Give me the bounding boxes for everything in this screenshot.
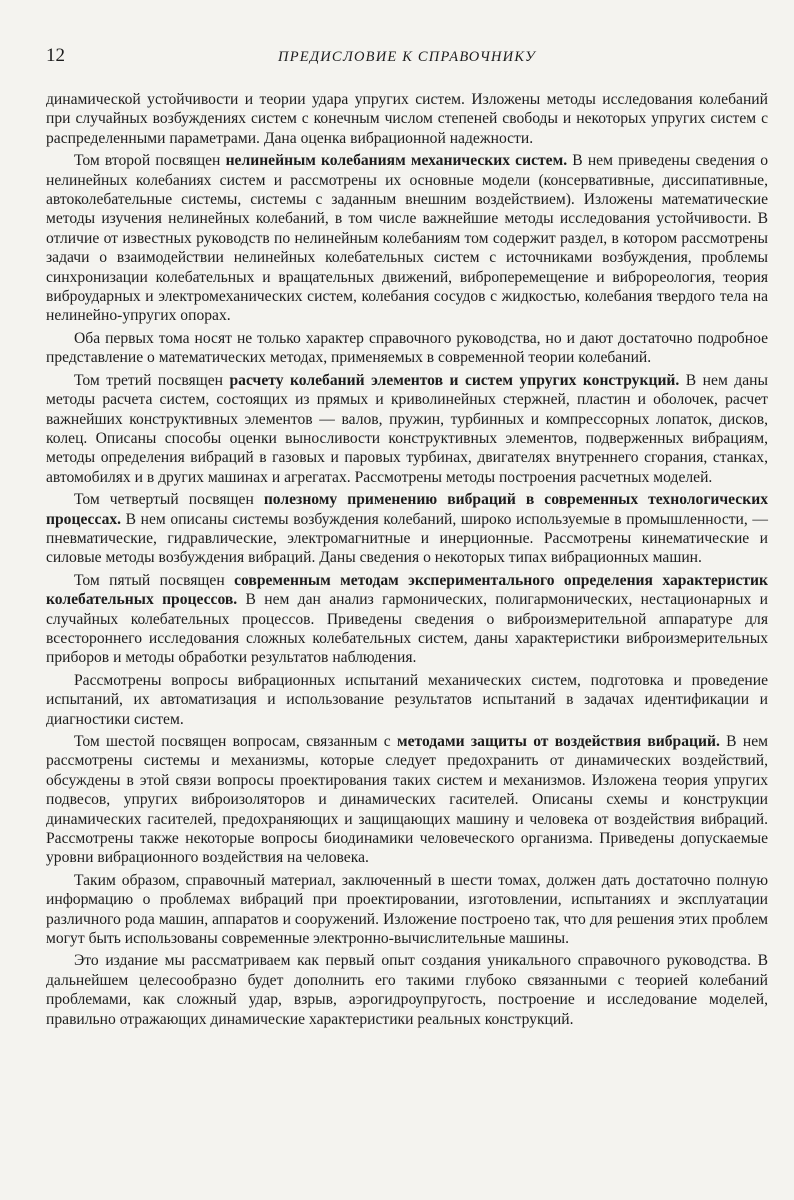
running-title: ПРЕДИСЛОВИЕ К СПРАВОЧНИКУ <box>278 49 536 65</box>
volume-six-topic: методами защиты от воздействия вибраций. <box>396 733 720 750</box>
paragraph-first-volumes-summary: Оба первых тома носят не только характер справочного руководства, но и дают достаточно подробное представление о математических методах, применяемых в современной теории колебаний. <box>46 329 768 367</box>
paragraph-volume-two: Том второй посвящен нелинейным колебаниям механических систем. В нем приведены сведения о нелинейных колебаниях систем и рассмотрены их основные модели (консервативные, диссипативные, автоколебательные системы, системы с заданным внешним воздействием). Изложены математические методы изучения нелинейных колебаний, в том числе важнейшие методы исследования устойчивости. В отличие от известных руководств по нелинейным колебаниям том содержит раздел, в котором рассмотрены задачи о взаимодействии нелинейных колебательных систем с источниками возбуждения, проблемы синхронизации колебательных и вращательных движений, виброперемещение и виброреология, теория виброударных и электромеханических систем, колебания сосудов с жидкостью, колебания твердого тела на нелинейно-упругих опорах. <box>46 152 768 325</box>
paragraph-volume-four: Том четвертый посвящен полезному применению вибраций в современных технологических процессах. В нем описаны системы возбуждения колебаний, широко используемые в промышленности, — пневматические, гидравлические, электромагнитные и инерционные. Рассмотрены кинематические и силовые методы возбуждения вибраций. Даны сведения о некоторых типах вибрационных машин. <box>46 491 768 567</box>
body-text <box>46 90 768 1032</box>
paragraph-volume-six: Том шестой посвящен вопросам, связанным с методами защиты от воздействия вибраций. В нем рассмотрены системы и механизмы, которые следует предохранить от динамических воздействий, обсуждены в этой связи вопросы проектирования таких систем и механизмов. Изложена теория упругих подвесов, упругих виброизоляторов и динамических гасителей. Описаны схемы и конструкции динамических гасителей, предохраняющих и защищающих машину и человека от воздействия вибраций. Рассмотрены также некоторые вопросы биодинамики человеческого организма. Приведены допускаемые уровни вибрационного воздействия на человека. <box>46 733 768 867</box>
paragraph-volume-five: Том пятый посвящен современным методам экспериментального определения характеристик колебательных процессов. В нем дан анализ гармонических, полигармонических, нестационарных и случайных колебательных процессов. Приведены сведения о виброизмерительной аппаратуре для всестороннего исследования сложных колебательных систем, даны характеристики виброизмерительных приборов и методы обработки результатов наблюдения. <box>46 571 768 667</box>
book-page <box>46 0 768 1200</box>
volume-four-topic: полезному применению вибраций в современных технологических процессах. <box>46 491 768 528</box>
volume-five-topic: современным методам экспериментального определения характеристик колебательных процессов. <box>46 571 768 609</box>
paragraph-six-volumes-summary: Таким образом, справочный материал, заключенный в шести томах, должен дать достаточно полную информацию о проблемах вибраций при проектировании, изготовлении, испытаниях и эксплуатации различного рода машин, аппаратов и сооружений. Изложение построено так, что для решения этих проблем могут быть использованы современные электронно-вычислительные машины. <box>46 871 768 948</box>
paragraph-volume-one-continuation: динамической устойчивости и теории удара упругих систем. Изложены методы исследования колебаний при случайных возбуждениях систем с конечным числом степеней свободы и некоторых упругих систем с распределенными параметрами. Дана оценка вибрационной надежности. <box>46 91 768 147</box>
volume-two-topic: нелинейным колебаниям механических систем. <box>225 152 568 170</box>
volume-three-topic: расчету колебаний элементов и систем упругих конструкций. <box>229 371 680 389</box>
paragraph-future-edition: Это издание мы рассматриваем как первый опыт создания уникального справочного руководства. В дальнейшем целесообразно будет дополнить его такими глубоко связанными с теорией колебаний проблемами, как сложный удар, взрыв, аэрогидроупругость, построение и исследование моделей, правильно отражающих динамические характеристики реальных конструкций. <box>46 952 768 1028</box>
page-header <box>46 44 768 68</box>
paragraph-volume-three: Том третий посвящен расчету колебаний элементов и систем упругих конструкций. В нем даны методы расчета систем, состоящих из прямых и криволинейных стержней, пластин и оболочек, расчет важнейших конструктивных элементов — валов, пружин, турбинных и компрессорных лопаток, дисков, колец. Описаны способы оценки выносливости конструктивных элементов, подверженных вибрациям, методы определения вибраций в газовых и паровых турбинах, двигателях внутреннего сгорания, станках, автомобилях и в других машинах и агрегатах. Рассмотрены методы построения расчетных моделей. <box>46 371 768 486</box>
page-number: 12 <box>46 45 65 66</box>
paragraph-vibration-testing: Рассмотрены вопросы вибрационных испытаний механических систем, подготовка и проведение испытаний, их автоматизация и использование результатов испытаний в задачах идентификации и диагностики систем. <box>46 671 768 728</box>
